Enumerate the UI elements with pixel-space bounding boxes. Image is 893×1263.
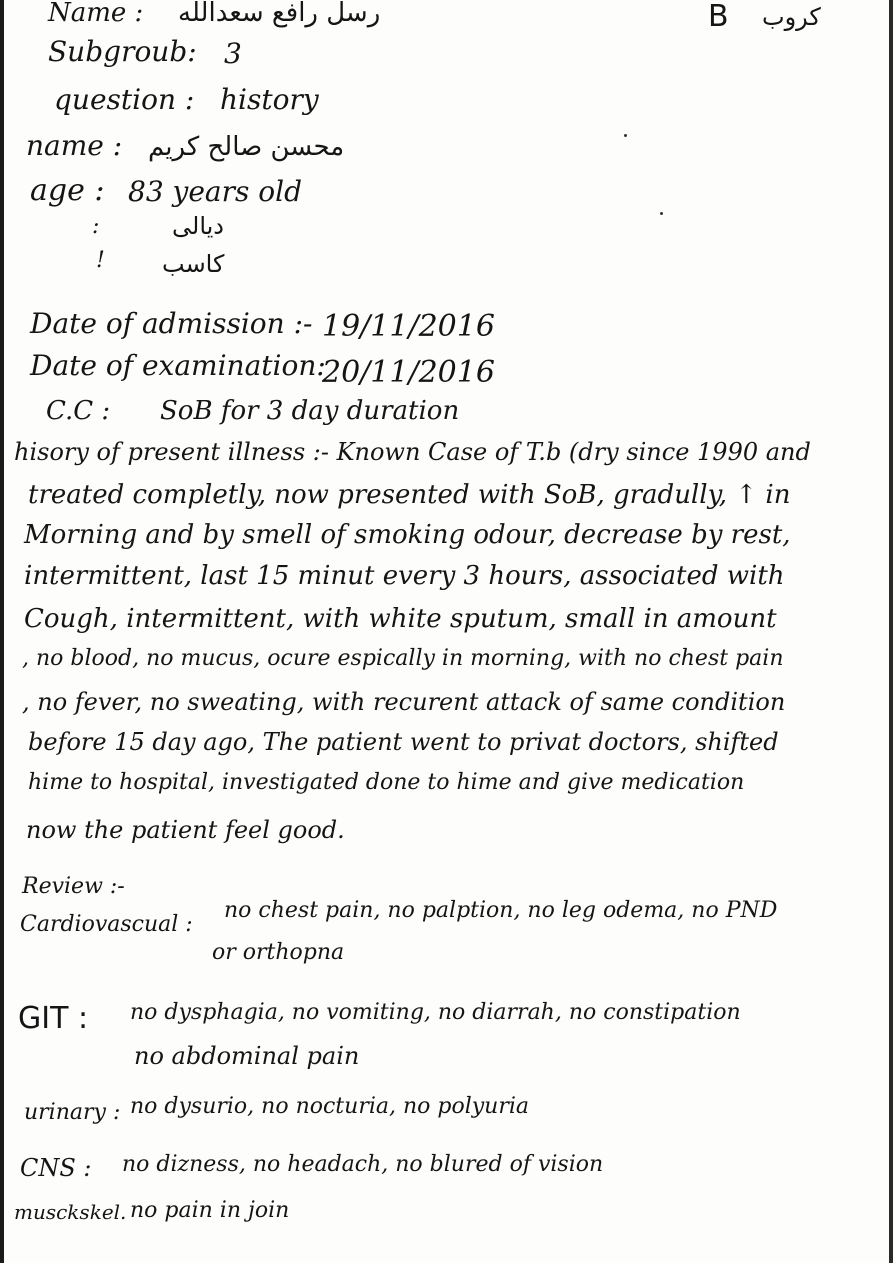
cardio-label: Cardiovascual : [20,912,193,937]
hpi-line: now the patient feel good. [26,816,345,844]
hpi-line: intermittent, last 15 minut every 3 hours, associated with [24,561,785,591]
student-name-value: رسل رافع سعدالله [178,0,381,28]
page-right-edge-shadow [889,0,893,1263]
patient-name-label: name : [26,129,123,162]
urinary-label: urinary : [24,1100,121,1125]
hpi-line: Cough, intermittent, with white sputum, small in amount [24,604,777,634]
patient-occupation: كاسب [162,250,225,278]
cns-value: no dizness, no headach, no blured of vision [122,1152,604,1177]
patient-age-value: 83 years old [128,175,303,208]
patient-age-label: age : [30,173,105,208]
patient-name-value: محسن صالح كريم [148,132,345,162]
page-left-edge-shadow [0,0,4,1263]
occupation-mark: ! [96,248,105,273]
date-of-examination-value: 20/11/2016 [322,355,495,390]
musculoskeletal-value: no pain in join [130,1198,290,1223]
hpi-line: before 15 day ago, The patient went to privat doctors, shifted [28,728,779,756]
chief-complaint-label: C.C : [46,396,111,426]
question-label: question : [54,83,195,116]
date-of-examination-label: Date of examination: [30,349,326,382]
subgroup-value: 3 [224,37,242,70]
ink-speck [624,134,627,137]
date-of-admission-value: 19/11/2016 [322,309,495,344]
musculoskeletal-label: musckskel. [14,1200,127,1224]
chief-complaint-value: SoB for 3 day duration [160,396,460,426]
hpi-line: Morning and by smell of smoking odour, decrease by rest, [24,520,791,550]
residence-colon: : [92,214,100,239]
patient-residence: ديالى [172,212,224,240]
ink-speck [660,212,663,215]
group-letter: B [708,0,729,34]
question-value: history [220,83,319,116]
hpi-line: hime to hospital, investigated done to hime and give medication [28,770,745,795]
subgroup-label: Subgroub: [48,35,197,68]
group-label: كروب [762,3,821,31]
git-line-1: no dysphagia, no vomiting, no diarrah, no constipation [130,1000,741,1025]
git-label: GIT : [18,1001,89,1036]
git-line-2: no abdominal pain [134,1042,360,1070]
cns-label: CNS : [20,1154,92,1182]
urinary-value: no dysurio, no nocturia, no polyuria [130,1094,530,1119]
hpi-line: , no blood, no mucus, ocure espically in morning, with no chest pain [22,646,784,671]
hpi-line: treated completly, now presented with SoB, gradully, ↑ in [28,480,791,510]
cardio-line-2: or orthopna [212,940,345,965]
date-of-admission-label: Date of admission :- [30,307,313,340]
student-name-label: Name : [48,0,144,28]
cardio-line-1: no chest pain, no palption, no leg odema, no PND [224,898,778,923]
review-title: Review :- [22,874,125,899]
hpi-line: , no fever, no sweating, with recurent attack of same condition [22,688,786,716]
hpi-line: hisory of present illness :- Known Case of T.b (dry since 1990 and [14,438,811,466]
